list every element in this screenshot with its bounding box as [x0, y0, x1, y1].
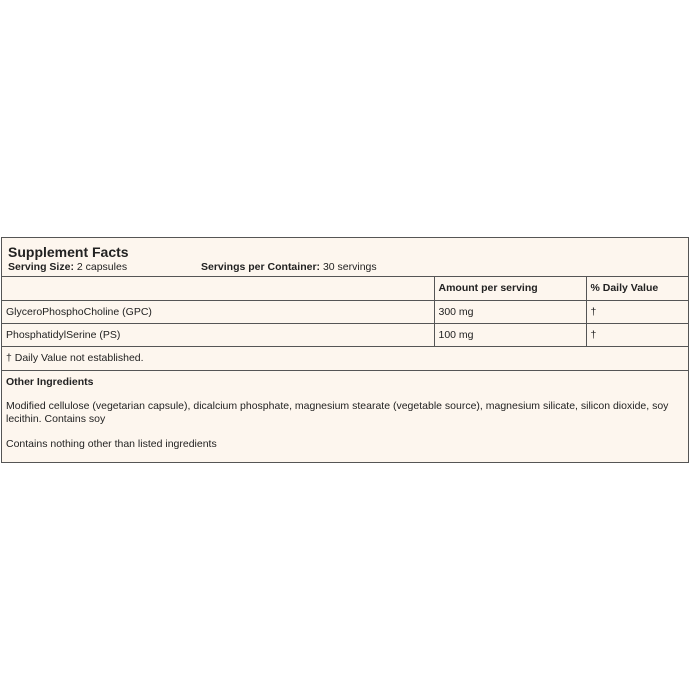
other-ingredients-section	[2, 371, 688, 451]
servings-per-value: 30 servings	[322, 261, 377, 273]
ingredient-name: PhosphatidylSerine (PS)	[2, 323, 434, 346]
nutrient-table	[2, 277, 688, 347]
servings-per-label: Servings per Container:	[201, 261, 321, 273]
ingredient-name: GlyceroPhosphoCholine (GPC)	[2, 300, 434, 323]
serving-size	[8, 261, 127, 274]
table-row	[2, 300, 688, 323]
column-header-daily-value: % Daily Value	[586, 277, 688, 300]
column-header-ingredient	[2, 277, 434, 300]
other-ingredients-title: Other Ingredients	[6, 375, 94, 388]
facts-title: Supplement Facts	[8, 244, 129, 260]
serving-size-value: 2 capsules	[76, 261, 128, 273]
servings-per-container	[201, 261, 377, 274]
facts-header	[2, 238, 688, 277]
column-header-amount: Amount per serving	[434, 277, 586, 300]
table-row	[2, 323, 688, 346]
contains-note: Contains nothing other than listed ingredients	[6, 437, 217, 450]
serving-size-label: Serving Size:	[8, 261, 74, 273]
table-header-row	[2, 277, 688, 300]
ingredient-daily-value: †	[586, 323, 688, 346]
ingredient-amount: 300 mg	[434, 300, 586, 323]
ingredient-amount: 100 mg	[434, 323, 586, 346]
ingredient-daily-value: †	[586, 300, 688, 323]
supplement-facts-panel	[1, 237, 689, 463]
daily-value-footnote: † Daily Value not established.	[2, 347, 688, 371]
other-ingredients-text: Modified cellulose (vegetarian capsule), dicalcium phosphate, magnesium stearate (vegetable source), magnesium silicate, silicon dioxide, soy lecithin. Contains soy	[6, 399, 669, 425]
